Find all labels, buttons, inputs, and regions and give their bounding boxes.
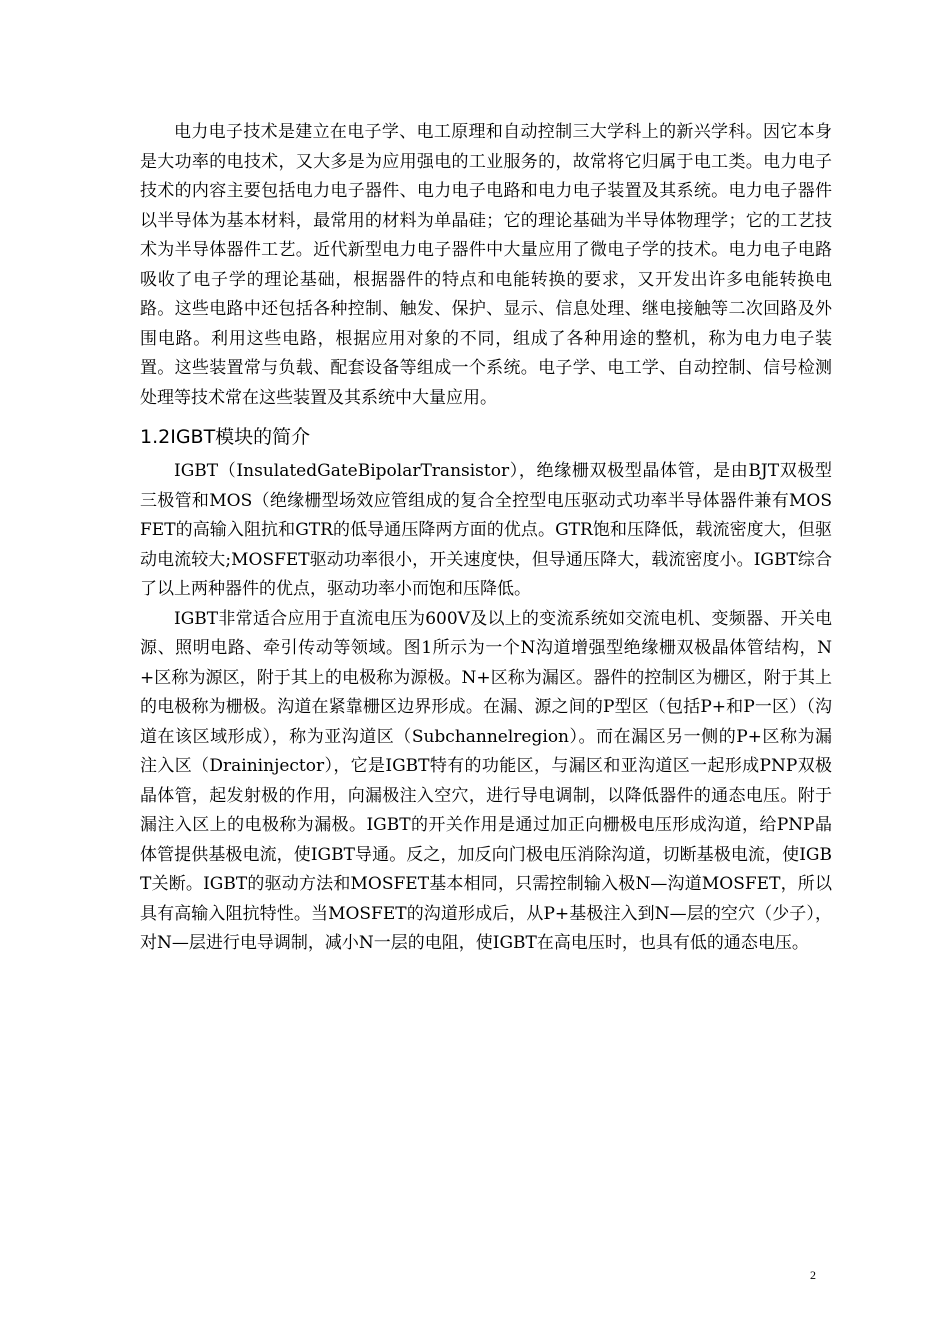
- section-heading: 1.2IGBT模块的简介: [140, 426, 311, 448]
- page-number: 2: [810, 1268, 816, 1282]
- intro-paragraph: 电力电子技术是建立在电子学、电工原理和自动控制三大学科上的新兴学科。因它本身是大功率的电技术，又大多是为应用强电的工业服务的，故常将它归属于电工类。电力电子技术的内容主要包括电力电子器件、电力电子电路和电力电子装置及其系统。电力电子器件以半导体为基本材料，最常用的材料为单晶硅；它的理论基础为半导体物理学；它的工艺技术为半导体器件工艺。近代新型电力电子器件中大量应用了微电子学的技术。电力电子电路吸收了电子学的理论基础，根据器件的特点和电能转换的要求，又开发出许多电能转换电路。这些电路中还包括各种控制、触发、保护、显示、信息处理、继电接触等二次回路及外围电路。利用这些电路，根据应用对象的不同，组成了各种用途的整机，称为电力电子装置。这些装置常与负载、配套设备等组成一个系统。电子学、电工学、自动控制、信号检测处理等技术常在这些装置及其系统中大量应用。: [140, 122, 832, 408]
- igbt-intro-paragraph: IGBT（InsulatedGateBipolarTransistor），绝缘栅双极型晶体管，是由BJT双极型三极管和MOS（绝缘栅型场效应管组成的复合全控型电压驱动式功率半导体器件兼有MOSFET的高输入阻抗和GTR的低导通压降两方面的优点。GTR饱和压降低，载流密度大，但驱动电流较大;MOSFET驱动功率很小，开关速度快，但导通压降大，载流密度小。IGBT综合了以上两种器件的优点，驱动功率小而饱和压降低。: [140, 461, 832, 599]
- igbt-structure-paragraph: IGBT非常适合应用于直流电压为600V及以上的变流系统如交流电机、变频器、开关电源、照明电路、牵引传动等领域。图1所示为一个N沟道增强型绝缘栅双极晶体管结构，N+区称为源区，附于其上的电极称为源极。N+区称为漏区。器件的控制区为栅区，附于其上的电极称为栅极。沟道在紧靠栅区边界形成。在漏、源之间的P型区（包括P+和P一区）（沟道在该区域形成），称为亚沟道区（Subchannelregion）。而在漏区另一侧的P+区称为漏注入区（Draininjector），它是IGBT特有的功能区，与漏区和亚沟道区一起形成PNP双极晶体管，起发射极的作用，向漏极注入空穴，进行导电调制，以降低器件的通态电压。附于漏注入区上的电极称为漏极。IGBT的开关作用是通过加正向栅极电压形成沟道，给PNP晶体管提供基极电流，使IGBT导通。反之，加反向门极电压消除沟道，切断基极电流，使IGBT关断。IGBT的驱动方法和MOSFET基本相同，只需控制输入极N—沟道MOSFET，所以具有高输入阻抗特性。当MOSFET的沟道形成后，从P+基极注入到N—层的空穴（少子），对N—层进行电导调制，减小N一层的电阻，使IGBT在高电压时，也具有低的通态电压。: [140, 608, 832, 953]
- document-body: [140, 118, 832, 959]
